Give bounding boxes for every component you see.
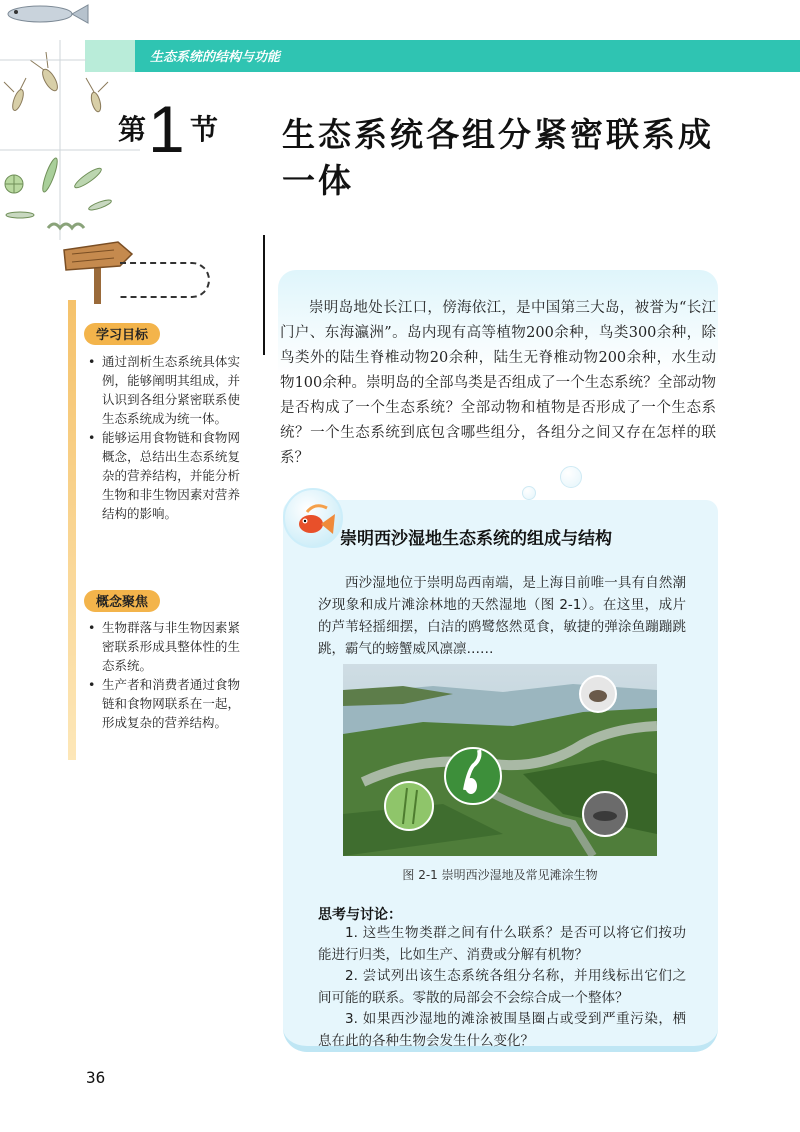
activity-paragraph: 西沙湿地位于崇明岛西南端，是上海目前唯一具有自然潮汐现象和成片滩涂林地的天然湿地（图 2-1）。在这里，成片的芦苇轻摇细摆，白洁的鸥鹭悠然觅食，敏捷的弹涂鱼蹦蹦跳跳，霸气的螃蟹威风凛凛…… bbox=[318, 575, 686, 657]
egret-photo-icon bbox=[445, 748, 501, 804]
discussion-heading: 思考与讨论： bbox=[318, 907, 402, 923]
decorative-bubble bbox=[522, 486, 536, 500]
section-prefix: 第 bbox=[118, 113, 147, 146]
goldfish-icon bbox=[283, 488, 343, 548]
list-item: • 生产者和消费者通过食物链和食物网联系在一起，形成复杂的营养结构。 bbox=[82, 675, 240, 732]
learning-goals-list bbox=[82, 352, 240, 523]
decorative-bubble bbox=[560, 466, 582, 488]
reed-photo-icon bbox=[385, 782, 433, 830]
discussion-questions bbox=[318, 923, 686, 1052]
diatom-icon bbox=[5, 157, 112, 228]
wetland-photo bbox=[343, 664, 657, 856]
section-title: 生态系统各组分紧密联系成一体 bbox=[282, 115, 714, 200]
sidebar-dashed-frame bbox=[120, 262, 210, 298]
activity-title: 崇明西沙湿地生态系统的组成与结构 bbox=[340, 529, 612, 549]
list-item: 3. 如果西沙湿地的滩涂被围垦圈占或受到严重污染，栖息在此的各种生物会发生什么变化？ bbox=[318, 1011, 686, 1049]
list-item: 1. 这些生物类群之间有什么联系？是否可以将它们按功能进行归类，比如生产、消费或分解有机物？ bbox=[318, 925, 686, 963]
mudskipper-photo-icon bbox=[583, 792, 627, 836]
chapter-title: 生态系统的结构与功能 bbox=[150, 50, 281, 65]
copepod-icon bbox=[4, 52, 108, 113]
fish-icon bbox=[8, 5, 88, 23]
list-item: • 通过剖析生态系统具体实例，能够阐明其组成，并认识到各组分紧密联系使生态系统成为统一体。 bbox=[82, 352, 240, 428]
page-number: 36 bbox=[86, 1068, 106, 1087]
concept-focus-list bbox=[82, 618, 240, 732]
figure-caption: 图 2-1 崇明西沙湿地及常见滩涂生物 bbox=[402, 868, 598, 882]
learning-goals-label: 学习目标 bbox=[84, 323, 160, 345]
list-item: 2. 尝试列出该生态系统各组分名称，并用线标出它们之间可能的联系。零散的局部会不会综合成一个整体？ bbox=[318, 968, 686, 1006]
crab-photo-icon bbox=[580, 676, 616, 712]
intro-paragraph: 崇明岛地处长江口，傍海依江，是中国第三大岛，被誉为“长江门户、东海瀛洲”。岛内现有高等植物200余种，鸟类300余种，除鸟类外的陆生脊椎动物20余种，陆生无脊椎动物200余种，水生动物100余种。崇明岛的全部鸟类是否组成了一个生态系统？全部动物是否构成了一个生态系统？全部动物和植物是否形成了一个生态系统？一个生态系统到底包含哪些组分，各组分之间又存在怎样的联系？ bbox=[280, 300, 716, 466]
list-item: • 生物群落与非生物因素紧密联系形成具整体性的生态系统。 bbox=[82, 618, 240, 675]
vertical-divider bbox=[263, 235, 265, 355]
concept-focus-label: 概念聚焦 bbox=[84, 590, 160, 612]
section-number: 1 bbox=[148, 92, 185, 166]
list-item: • 能够运用食物链和食物网概念，总结出生态系统复杂的营养结构，并能分析生物和非生物因素对营养结构的影响。 bbox=[82, 428, 240, 523]
sidebar-accent-bar bbox=[68, 300, 76, 760]
section-suffix: 节 bbox=[190, 113, 219, 146]
